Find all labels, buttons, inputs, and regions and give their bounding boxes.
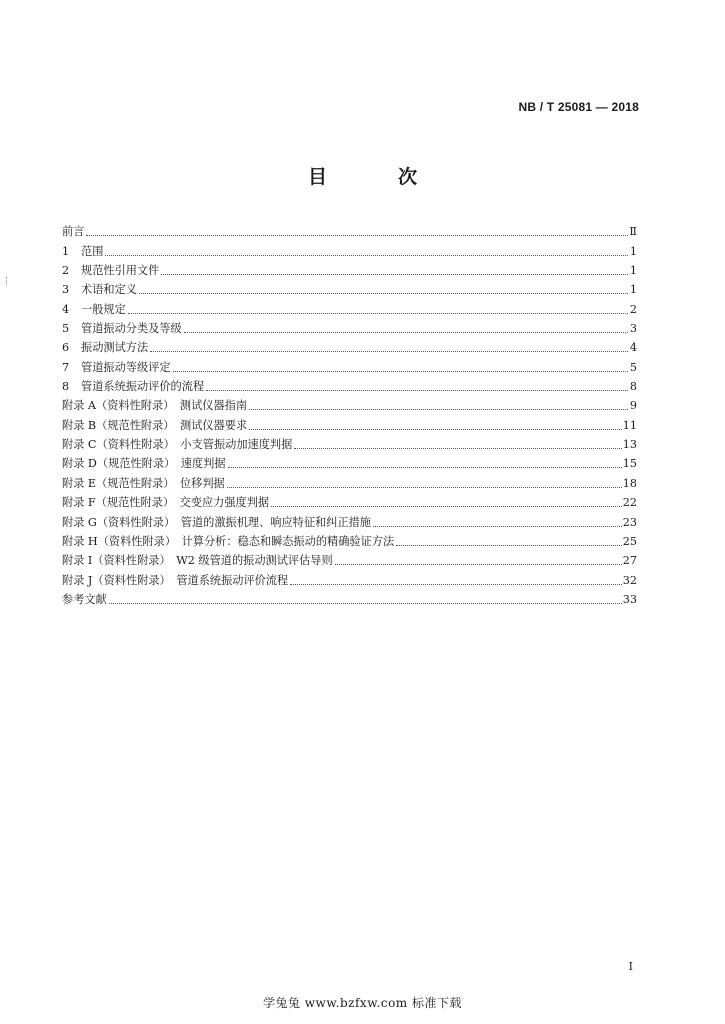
toc-leader-dots bbox=[249, 428, 622, 430]
toc-entry-label: 范围 bbox=[81, 244, 104, 258]
toc-entry-page: 1 bbox=[629, 264, 637, 278]
toc-leader-dots bbox=[335, 563, 622, 565]
footer-watermark: 学兔兔 www.bzfxw.com 标准下载 bbox=[262, 996, 463, 1010]
toc-leader-dots bbox=[139, 292, 628, 294]
toc-entry-label: 附录 J（资料性附录） 管道系统振动评价流程 bbox=[62, 573, 289, 587]
page-number: I bbox=[628, 960, 633, 973]
toc-entry[interactable] bbox=[62, 510, 637, 529]
toc-leader-dots bbox=[161, 273, 628, 275]
toc-entry-label: 附录 G（资料性附录） 管道的激振机理、响应特征和纠正措施 bbox=[62, 515, 371, 529]
toc-entry-label: 管道系统振动评价的流程 bbox=[81, 380, 205, 394]
toc-entry-label: 参考文献 bbox=[62, 592, 107, 606]
toc-leader-dots bbox=[184, 331, 628, 333]
toc-entry[interactable] bbox=[62, 259, 637, 278]
toc-entry-page: 4 bbox=[629, 341, 637, 355]
toc-entry-page: Ⅱ bbox=[629, 225, 637, 239]
toc-entry-label: 附录 I（资料性附录） W2 级管道的振动测试评估导则 bbox=[62, 554, 333, 568]
toc-entry[interactable] bbox=[62, 471, 637, 490]
toc-entry-page: 11 bbox=[622, 418, 637, 432]
toc-entry-page: 5 bbox=[629, 360, 637, 374]
toc-leader-dots bbox=[294, 447, 621, 449]
toc-entry-page: 1 bbox=[629, 244, 637, 258]
toc-entry-page: 13 bbox=[622, 438, 637, 452]
toc-entry[interactable] bbox=[62, 355, 637, 374]
toc-entry-number: 2 bbox=[62, 264, 70, 278]
toc-entry[interactable] bbox=[62, 278, 637, 297]
toc-entry-page: 22 bbox=[622, 496, 637, 510]
toc-leader-dots bbox=[228, 466, 622, 468]
table-of-contents bbox=[62, 220, 637, 607]
toc-entry-page: 18 bbox=[622, 476, 637, 490]
toc-leader-dots bbox=[150, 350, 628, 352]
toc-entry-label: 附录 F（规范性附录） 交变应力强度判据 bbox=[62, 496, 270, 510]
toc-entry-number: 6 bbox=[62, 341, 70, 355]
toc-entry-label: 一般规定 bbox=[81, 302, 126, 316]
toc-entry-label: 术语和定义 bbox=[81, 283, 137, 297]
toc-entry-label: 附录 D（规范性附录） 速度判据 bbox=[62, 457, 226, 471]
toc-entry[interactable] bbox=[62, 433, 637, 452]
toc-entry-page: 32 bbox=[622, 573, 637, 587]
toc-entry[interactable] bbox=[62, 568, 637, 587]
toc-leader-dots bbox=[105, 254, 628, 256]
toc-entry[interactable] bbox=[62, 317, 637, 336]
toc-leader-dots bbox=[206, 389, 628, 391]
toc-entry-page: 3 bbox=[629, 322, 637, 336]
toc-entry-page: 25 bbox=[622, 534, 637, 548]
toc-entry-label: 振动测试方法 bbox=[81, 341, 149, 355]
toc-entry-page: 15 bbox=[622, 457, 637, 471]
toc-entry[interactable] bbox=[62, 220, 637, 239]
toc-entry-page: 23 bbox=[622, 515, 637, 529]
toc-entry-number: 4 bbox=[62, 302, 70, 316]
toc-entry[interactable] bbox=[62, 413, 637, 432]
toc-entry-page: 2 bbox=[629, 302, 637, 316]
toc-entry[interactable] bbox=[62, 491, 637, 510]
toc-entry-number: 8 bbox=[62, 380, 70, 394]
toc-leader-dots bbox=[249, 408, 628, 410]
toc-entry-label: 附录 E（规范性附录） 位移判据 bbox=[62, 476, 225, 490]
page-title: 目 次 bbox=[307, 166, 443, 188]
toc-entry[interactable] bbox=[62, 588, 637, 607]
toc-entry-page: 27 bbox=[622, 554, 637, 568]
toc-entry[interactable] bbox=[62, 375, 637, 394]
toc-entry-page: 9 bbox=[629, 399, 637, 413]
toc-entry-label: 管道振动等级评定 bbox=[81, 360, 171, 374]
standard-code: NB / T 25081 — 2018 bbox=[518, 100, 639, 114]
toc-entry[interactable] bbox=[62, 549, 637, 568]
toc-entry-label: 前言 bbox=[62, 225, 85, 239]
toc-leader-dots bbox=[290, 583, 622, 585]
toc-entry-label: 规范性引用文件 bbox=[81, 264, 160, 278]
toc-entry-label: 附录 H（资料性附录） 计算分析：稳态和瞬态振动的精确验证方法 bbox=[62, 534, 395, 548]
toc-entry[interactable] bbox=[62, 297, 637, 316]
toc-leader-dots bbox=[86, 234, 628, 236]
toc-entry[interactable] bbox=[62, 530, 637, 549]
toc-leader-dots bbox=[109, 602, 622, 604]
toc-entry-page: 33 bbox=[622, 592, 637, 606]
toc-entry-number: 1 bbox=[62, 244, 70, 258]
toc-leader-dots bbox=[227, 486, 622, 488]
toc-entry-number: 7 bbox=[62, 360, 70, 374]
toc-entry-page: 8 bbox=[629, 380, 637, 394]
toc-entry-page: 1 bbox=[629, 283, 637, 297]
toc-entry-label: 管道振动分类及等级 bbox=[81, 322, 182, 336]
toc-leader-dots bbox=[396, 544, 622, 546]
toc-leader-dots bbox=[271, 505, 622, 507]
toc-leader-dots bbox=[173, 370, 628, 372]
toc-entry-label: 附录 B（规范性附录） 测试仪器要求 bbox=[62, 418, 248, 432]
toc-entry-number: 3 bbox=[62, 283, 70, 297]
toc-entry[interactable] bbox=[62, 452, 637, 471]
toc-entry[interactable] bbox=[62, 239, 637, 258]
toc-entry-number: 5 bbox=[62, 322, 70, 336]
toc-entry-label: 附录 C（资料性附录） 小支管振动加速度判据 bbox=[62, 438, 293, 452]
toc-leader-dots bbox=[373, 525, 622, 527]
toc-leader-dots bbox=[128, 312, 628, 314]
toc-entry[interactable] bbox=[62, 336, 637, 355]
toc-entry[interactable] bbox=[62, 394, 637, 413]
scan-margin-mark bbox=[6, 277, 9, 285]
toc-entry-label: 附录 A（资料性附录） 测试仪器指南 bbox=[62, 399, 248, 413]
